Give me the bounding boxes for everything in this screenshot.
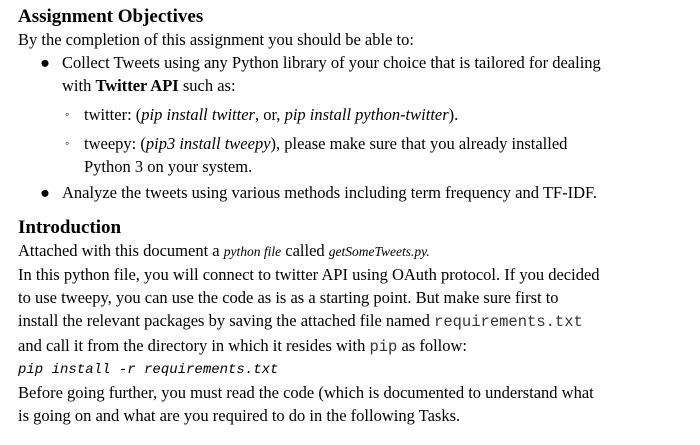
bullet-collect-tweets <box>18 51 688 97</box>
subbullet-circle-icon: ◦ <box>65 107 70 121</box>
python-file-italic: python file <box>223 244 282 259</box>
pip-install-command: pip install -r requirements.txt <box>18 362 279 378</box>
bullet-text-line2: with Twitter API such as: <box>62 76 236 95</box>
subbullet-tweepy: ◦ tweepy: (pip3 install tweepy), please make sure that you already installed Python 3 on your system. <box>18 132 688 178</box>
intro-line-3: to use tweepy, you can use the code as is as a starting point. But make sure first to <box>18 288 559 307</box>
filename-italic: getSomeTweets.py. <box>328 244 430 259</box>
intro-line-4: install the relevant packages by saving the attached file named requirements.txt <box>18 311 583 331</box>
intro-line-7: Before going further, you must read the code (which is documented to understand what <box>18 383 594 402</box>
pip-install-python-twitter: pip install python-twitter <box>284 105 449 124</box>
intro-line-1: Attached with this document a python file called getSomeTweets.py. <box>18 241 430 260</box>
intro-line-8: is going on and what are you required to do in the following Tasks. <box>18 406 461 425</box>
document-page <box>18 6 688 427</box>
bullet-text-line1: Collect Tweets using any Python library of your choice that is tailored for dealing <box>62 53 601 72</box>
intro-line-2: In this python file, you will connect to twitter API using OAuth protocol. If you decided <box>18 265 600 284</box>
requirements-filename-code: requirements.txt <box>434 313 583 331</box>
objectives-intro: By the completion of this assignment you should be able to: <box>18 30 414 49</box>
twitter-api-bold: Twitter API <box>95 76 179 95</box>
intro-line-5: and call it from the directory in which it resides with pip as follow: <box>18 336 468 356</box>
introduction-heading: Introduction <box>18 217 122 238</box>
subbullet-circle-icon: ◦ <box>65 136 70 150</box>
objectives-heading: Assignment Objectives <box>18 6 204 27</box>
bullet-analyze-tweets <box>18 181 688 204</box>
bullet-analyze-text: Analyze the tweets using various methods including term frequency and TF-IDF. <box>62 183 597 202</box>
subbullet-tweepy-line2: Python 3 on your system. <box>84 157 253 176</box>
pip3-install-tweepy: pip3 install tweepy <box>145 134 271 153</box>
subbullet-twitter: ◦ twitter: (pip install twitter, or, pip install python-twitter). <box>65 105 459 124</box>
bullet-dot-icon: ● <box>40 53 50 72</box>
pip-install-twitter: pip install twitter <box>141 105 255 124</box>
bullet-dot-icon: ● <box>40 183 50 202</box>
pip-code: pip <box>369 338 398 356</box>
